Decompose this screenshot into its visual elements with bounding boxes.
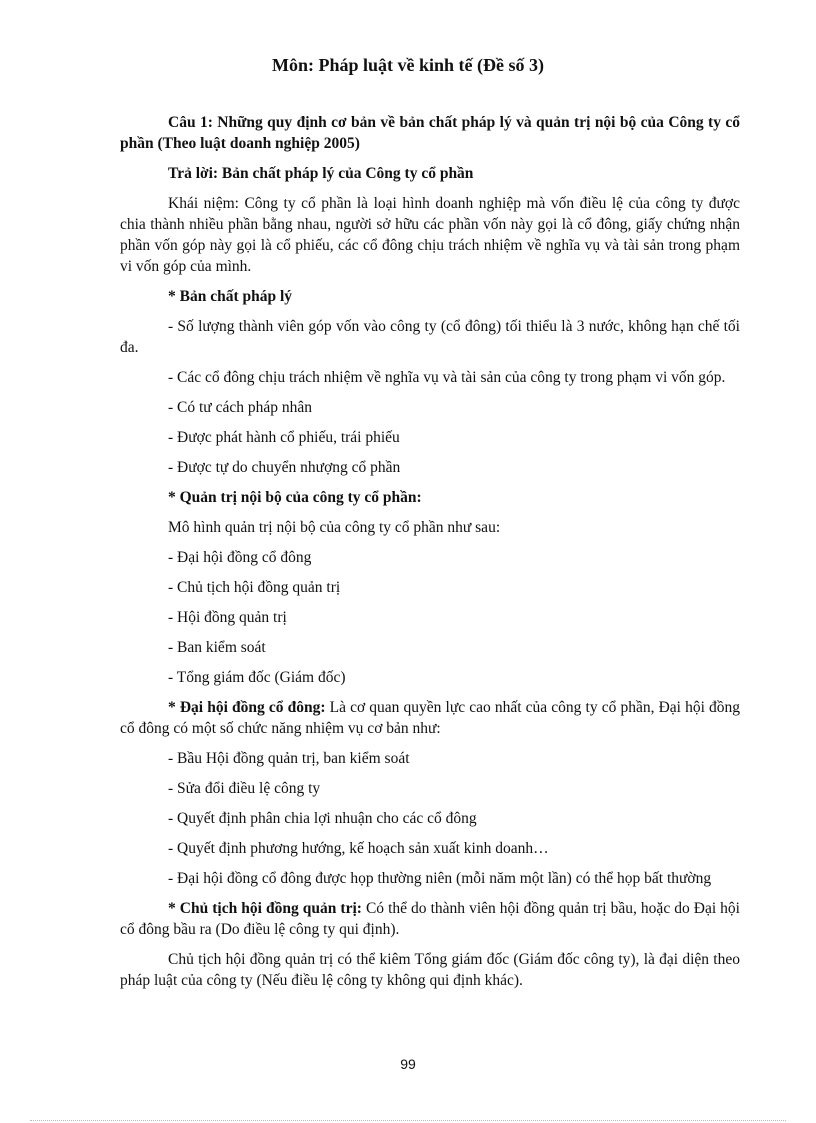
answer-heading: Trả lời: Bản chất pháp lý của Công ty cổ phần xyxy=(168,165,474,182)
governance-item: - Tổng giám đốc (Giám đốc) xyxy=(168,669,346,686)
shareholders-meeting-item: - Sửa đổi điều lệ công ty xyxy=(168,780,321,797)
governance-item: - Chủ tịch hội đồng quản trị xyxy=(168,579,341,596)
chairman-paragraph xyxy=(120,898,740,940)
chairman-paragraph-2: Chủ tịch hội đồng quản trị có thể kiêm Tổng giám đốc (Giám đốc công ty), là đại diện theo pháp luật của công ty (Nếu điều lệ công ty không qui định khác). xyxy=(120,951,740,989)
shareholders-meeting-item: - Đại hội đồng cổ đông được họp thường niên (mỗi năm một lần) có thể họp bất thường xyxy=(168,870,712,887)
shareholders-meeting-item: - Quyết định phương hướng, kế hoạch sản xuất kinh doanh… xyxy=(168,840,549,857)
chairman-label: * Chủ tịch hội đồng quản trị: xyxy=(168,900,362,917)
legal-nature-item: - Được phát hành cổ phiếu, trái phiếu xyxy=(168,429,400,446)
shareholders-meeting-item: - Quyết định phân chia lợi nhuận cho các cổ đông xyxy=(168,810,477,827)
page-bottom-divider xyxy=(30,1120,786,1121)
legal-nature-item: - Số lượng thành viên góp vốn vào công ty (cổ đông) tối thiểu là 3 nước, không hạn chế tối đa. xyxy=(120,318,740,356)
shareholders-meeting-label: * Đại hội đồng cổ đông: xyxy=(168,699,326,716)
document-body xyxy=(120,112,740,1000)
question-heading: Câu 1: Những quy định cơ bản về bản chất pháp lý và quản trị nội bộ của Công ty cổ phần (Theo luật doanh nghiệp 2005) xyxy=(120,114,740,152)
page-title: Môn: Pháp luật về kinh tế (Đề số 3) xyxy=(271,55,544,75)
chairman-text: Có thể do thành viên hội đồng quản trị bầu, hoặc do Đại hội cổ đông bầu ra (Do điều lệ công ty qui định). xyxy=(120,900,740,938)
governance-heading: * Quản trị nội bộ của công ty cổ phần: xyxy=(168,489,422,506)
shareholders-meeting-paragraph xyxy=(120,697,740,739)
governance-intro: Mô hình quản trị nội bộ của công ty cổ phần như sau: xyxy=(168,519,501,536)
legal-nature-item: - Các cổ đông chịu trách nhiệm về nghĩa vụ và tài sản của công ty trong phạm vi vốn góp. xyxy=(168,369,726,386)
legal-nature-heading: * Bản chất pháp lý xyxy=(168,288,293,305)
shareholders-meeting-item: - Bầu Hội đồng quản trị, ban kiểm soát xyxy=(168,750,410,767)
shareholders-meeting-text: Là cơ quan quyền lực cao nhất của công ty cổ phần, Đại hội đồng cổ đông có một số chức năng nhiệm vụ cơ bản như: xyxy=(120,699,740,737)
governance-item: - Hội đồng quản trị xyxy=(168,609,287,626)
legal-nature-item: - Được tự do chuyển nhượng cổ phần xyxy=(168,459,401,476)
legal-nature-item: - Có tư cách pháp nhân xyxy=(168,399,312,416)
governance-item: - Đại hội đồng cổ đông xyxy=(168,549,312,566)
governance-item: - Ban kiểm soát xyxy=(168,639,266,656)
definition-paragraph: Khái niệm: Công ty cổ phần là loại hình doanh nghiệp mà vốn điều lệ của công ty được chia thành nhiều phần bằng nhau, người sở hữu các phần vốn này gọi là cổ đông, giấy chứng nhận phần vốn góp này gọi là cổ phiếu, các cổ đông chịu trách nhiệm về nghĩa vụ và tài sản trong phạm vi vốn góp của mình. xyxy=(120,195,740,275)
page-number: 99 xyxy=(400,1056,416,1072)
